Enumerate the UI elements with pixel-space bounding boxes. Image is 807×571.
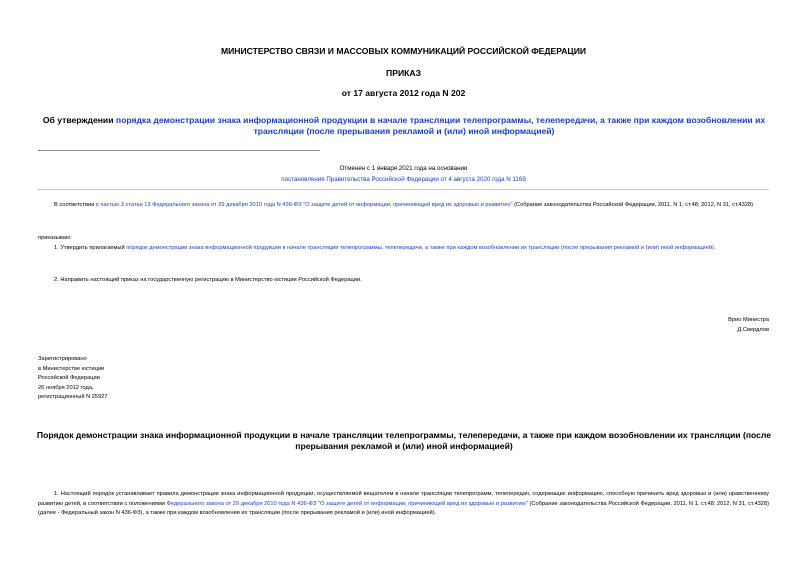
item-1-procedure-link[interactable]: порядок демонстрации знака информационной продукции в начале трансляции телепрограммы, телепередачи, а также при каждом возобновлении их трансляции (после прерывания рекламой и (или) иной информацией) <box>126 245 714 251</box>
cancel-notice-line <box>38 175 769 185</box>
procedure-text: 1. Настоящий порядок устанавливает правила демонстрации знака информационной продукции <box>54 491 314 497</box>
divider-short <box>38 150 320 151</box>
item-1-text: 1. Утвердить прилагаемый <box>54 245 127 251</box>
registration-line: Зарегистрировано <box>38 356 87 362</box>
cancel-notice-text: Отменен с 1 января 2021 года на основании <box>339 165 468 172</box>
signature-position: Врио Министра <box>728 317 769 323</box>
document-title <box>36 115 772 137</box>
doc-type: ПРИКАЗ <box>386 68 421 78</box>
registration-line: 26 ноября 2012 года, <box>38 384 94 391</box>
registration-block <box>38 355 108 403</box>
preamble-paragraph <box>38 201 769 211</box>
order-word: приказываю: <box>38 235 72 241</box>
preamble-text: В соответствии с <box>54 202 101 208</box>
procedure-paragraph-1 <box>38 490 769 519</box>
title-prefix: Об утверждении <box>42 115 116 125</box>
cancel-decree-link[interactable]: постановления Правительства Российской Федерации от 4 августа 2020 года N 1169 <box>281 176 526 183</box>
item-1-end: . <box>713 245 716 251</box>
ministry-name: МИНИСТЕРСТВО СВЯЗИ И МАССОВЫХ КОММУНИКАЦИЙ РОССИЙСКОЙ ФЕДЕРАЦИИ <box>220 46 587 56</box>
procedure-text: , осуществляемой вещателем в начале трансляции телепрограмм, телепередач, содержащих информацию, способную причинить вред здоровью и (или) нравственному развитию детей, в соответствии с положениями <box>38 491 769 507</box>
procedure-heading: Порядок демонстрации знака информационной продукции в начале трансляции телепрограммы, телепередачи, а также при каждом возобновлении их трансляции (после прерывания рекламой и (или) иной информацией) <box>36 430 772 451</box>
registration-line: регистрационный N 25927 <box>38 394 108 401</box>
procedure-text: (Собрание законодательства Российской Федерации, 2011, N 1, ст.48; 2012, N 31, ст.4328) (далее - Федеральный закон N 436-ФЗ), а также при каждом возобновлении их трансляции (после прерывания рекламой и (или) иной информацией). <box>38 500 770 517</box>
procedure-law-436-link[interactable]: Федерального закона от 29 декабря 2010 года N 436-ФЗ "О защите детей от информации, причиняющей вред их здоровью и развитию" <box>166 500 528 507</box>
doc-date-number: от 17 августа 2012 года N 202 <box>341 88 466 98</box>
item-2-paragraph: 2. Направить настоящий приказ на государственную регистрацию в Министерство юстиции Российской Федерации. <box>54 277 362 283</box>
divider-full <box>38 189 769 190</box>
item-1-paragraph <box>38 244 769 254</box>
registration-line: Российской Федерации <box>38 375 100 382</box>
title-procedure-link[interactable]: порядка демонстрации знака информационной продукции в начале трансляции телепрограммы, телепередачи, а также при каждом возобновлении их трансляции (после прерывания рекламой и (или) иной информацией) <box>115 115 766 136</box>
law-436-link[interactable]: частью 3 статьи 13 Федерального закона от 29 декабря 2010 года N 436-ФЗ "О защите детей от информации, причиняющей вред их здоровью и развитию" <box>100 202 513 208</box>
preamble-source: (Собрание законодательства Российской Федерации, 2011, N 1, ст.48; 2012, N 31, ст.4328) <box>512 202 754 208</box>
signature-name: Д.Свердлов <box>737 327 769 333</box>
registration-line: в Министерстве юстиции <box>38 365 105 372</box>
